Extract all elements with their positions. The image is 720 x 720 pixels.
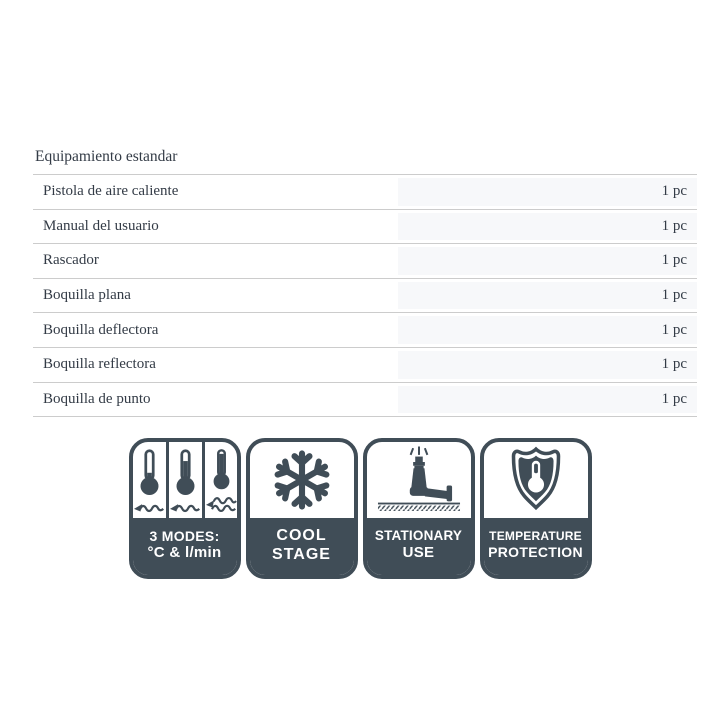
item-name: Pistola de aire caliente: [43, 183, 179, 200]
badge-cool-stage: [246, 438, 358, 579]
table-row: [33, 278, 697, 313]
badge-caption-line: TEMPERATURE: [489, 529, 582, 544]
badge-3-modes: [129, 438, 241, 579]
item-quantity: 1 pc: [398, 316, 697, 344]
item-quantity: 1 pc: [398, 247, 697, 275]
badge-stationary-use: [363, 438, 475, 579]
equipment-table: [33, 174, 697, 417]
table-row: [33, 382, 697, 417]
item-quantity: 1 pc: [398, 351, 697, 379]
item-name: Boquilla deflectora: [43, 321, 159, 338]
badge-caption-line: COOL: [276, 526, 327, 544]
feature-badges: [0, 438, 720, 579]
item-name: Boquilla de punto: [43, 390, 151, 407]
item-quantity: 1 pc: [398, 282, 697, 310]
thermometer-mid-panel: [166, 442, 202, 518]
table-row: [33, 347, 697, 382]
table-row: [33, 209, 697, 244]
item-quantity: 1 pc: [398, 213, 697, 241]
table-row: [33, 312, 697, 347]
thermometer-low-panel: [133, 442, 166, 518]
stationary-heat-gun-icon: [367, 442, 471, 518]
thermometer-high-panel: [202, 442, 238, 518]
badge-caption-line: USE: [402, 544, 435, 562]
table-row: [33, 174, 697, 209]
badge-temperature-protection: [480, 438, 592, 579]
item-name: Boquilla plana: [43, 287, 131, 304]
snowflake-icon: [250, 442, 354, 518]
item-name: Manual del usuario: [43, 217, 159, 234]
badge-caption-line: STAGE: [272, 546, 331, 563]
item-name: Rascador: [43, 252, 99, 269]
item-name: Boquilla reflectora: [43, 356, 156, 373]
badge-caption: [250, 518, 354, 575]
item-quantity: 1 pc: [398, 178, 697, 206]
badge-caption-line: STATIONARY: [374, 527, 463, 543]
shield-thermometer-icon: [484, 442, 588, 518]
badge-caption: [133, 518, 237, 575]
page-title: Equipamiento estandar: [35, 148, 178, 165]
badge-caption-line: PROTECTION: [488, 543, 583, 560]
item-quantity: 1 pc: [398, 386, 697, 414]
table-row: [33, 243, 697, 278]
three-mode-thermometers-icon: [133, 442, 237, 518]
badge-caption-line: °C & l/min: [147, 544, 222, 562]
badge-caption: [484, 518, 588, 575]
badge-caption-line: 3 MODES:: [149, 527, 220, 544]
badge-caption: [367, 518, 471, 575]
